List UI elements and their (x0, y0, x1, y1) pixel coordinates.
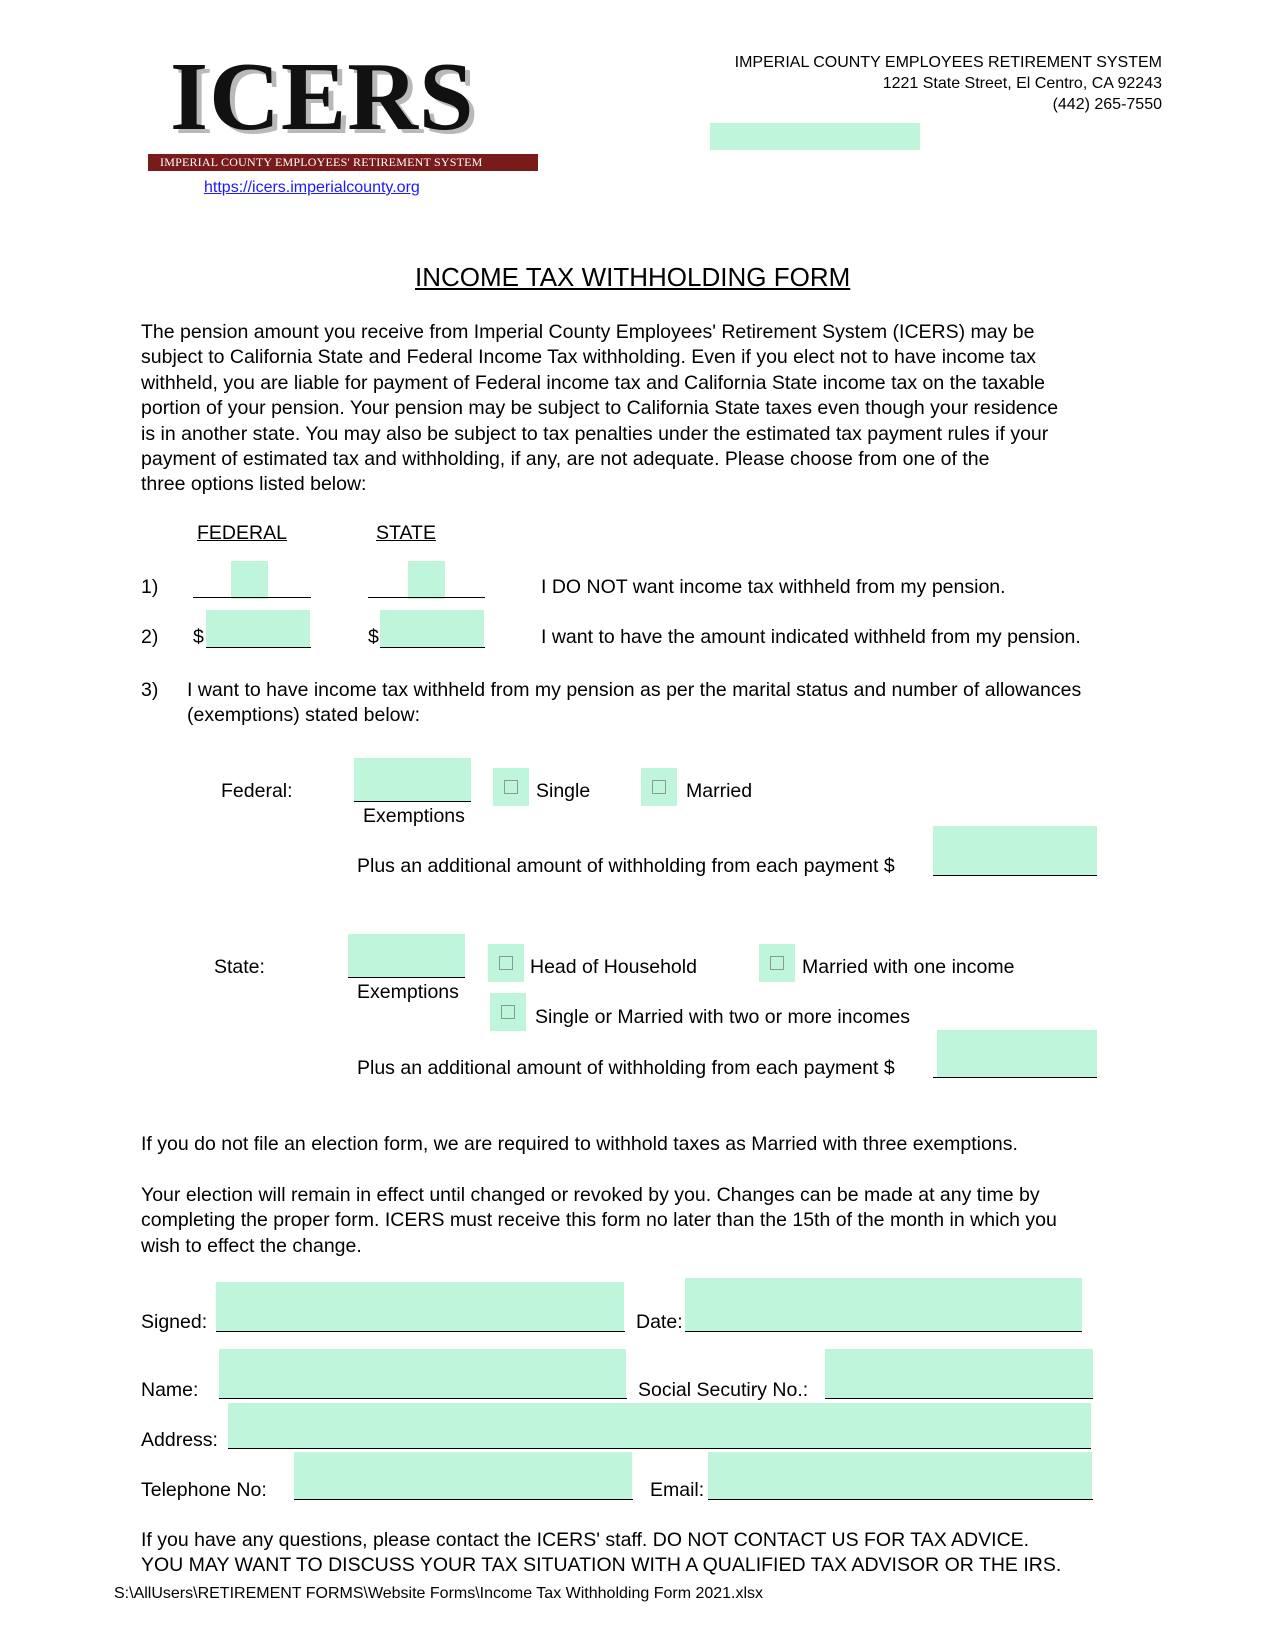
date-line (685, 1331, 1082, 1332)
federal-label: Federal: (221, 780, 293, 802)
page-title: INCOME TAX WITHHOLDING FORM (415, 262, 851, 292)
option-2-state-amount[interactable] (380, 610, 484, 648)
signature-input[interactable] (216, 1282, 624, 1332)
federal-exemptions-label: Exemptions (363, 805, 465, 827)
federal-additional-input[interactable] (933, 826, 1097, 876)
signature-line (216, 1331, 625, 1332)
federal-column-header: FEDERAL (197, 522, 287, 544)
federal-single-checkbox[interactable] (493, 768, 529, 806)
option-2-federal-dollar: $ (193, 626, 204, 648)
address-line (228, 1448, 1091, 1449)
email-line (708, 1499, 1093, 1500)
option-3-number: 3) (141, 679, 159, 701)
election-effect-notice: Your election will remain in effect until changed or revoked by you. Changes can be made at any time by completing the proper form. ICERS must receive this form no later than the 15th of the month in which you wish to effect the change. (141, 1184, 1057, 1257)
state-single-two-checkbox[interactable] (490, 993, 526, 1031)
org-phone: (442) 265-7550 (1052, 96, 1162, 113)
federal-exemptions-input[interactable] (354, 758, 471, 802)
email-input[interactable] (708, 1452, 1092, 1500)
state-column-header: STATE (376, 522, 436, 544)
option-2-text: I want to have the amount indicated withheld from my pension. (541, 626, 1081, 648)
state-hoh-label: Head of Household (530, 956, 697, 978)
ssn-input[interactable] (825, 1349, 1093, 1399)
option-1-federal-check[interactable] (231, 561, 268, 599)
option-2-federal-line (206, 647, 311, 648)
logo-banner (148, 154, 538, 171)
contact-notice: If you have any questions, please contact the ICERS' staff. DO NOT CONTACT US FOR TAX ADVICE. YOU MAY WANT TO DISCUSS YOUR TAX SITUATION WITH A QUALIFIED TAX ADVISOR OR THE IRS. (141, 1529, 1062, 1577)
email-label: Email: (650, 1479, 705, 1501)
state-additional-label: Plus an additional amount of withholding from each payment $ (357, 1057, 895, 1079)
federal-single-label: Single (536, 780, 591, 802)
telephone-line (294, 1499, 633, 1500)
logo-banner-text: IMPERIAL COUNTY EMPLOYEES' RETIREMENT SYSTEM (160, 155, 483, 169)
state-label: State: (214, 956, 265, 978)
ssn-line (825, 1398, 1093, 1399)
federal-additional-line (933, 875, 1097, 876)
option-1-state-check[interactable] (408, 561, 445, 599)
state-exemptions-line (348, 977, 465, 978)
option-2-federal-amount[interactable] (206, 610, 310, 648)
date-label: Date: (636, 1311, 683, 1333)
federal-married-checkbox[interactable] (641, 768, 677, 806)
state-exemptions-label: Exemptions (357, 981, 459, 1003)
option-1-number: 1) (141, 576, 159, 598)
name-input[interactable] (219, 1349, 626, 1399)
federal-additional-label: Plus an additional amount of withholding from each payment $ (357, 855, 895, 877)
federal-exemptions-line (354, 801, 471, 802)
state-single-two-label: Single or Married with two or more incomes (535, 1006, 910, 1028)
header-field[interactable] (710, 123, 920, 150)
telephone-input[interactable] (294, 1452, 632, 1500)
option-3-text: I want to have income tax withheld from my pension as per the marital status and number of allowances (exemptions) stated below: (187, 679, 1082, 727)
option-1-state-line (368, 597, 485, 598)
address-input[interactable] (228, 1403, 1091, 1449)
option-2-state-dollar: $ (368, 626, 379, 648)
org-name: IMPERIAL COUNTY EMPLOYEES RETIREMENT SYSTEM (734, 54, 1162, 71)
address-label: Address: (141, 1429, 218, 1451)
signed-label: Signed: (141, 1311, 208, 1333)
state-additional-line (933, 1077, 1097, 1078)
telephone-label: Telephone No: (141, 1479, 267, 1501)
option-1-federal-line (193, 597, 311, 598)
org-address: 1221 State Street, El Centro, CA 92243 (882, 75, 1162, 92)
logo-wordmark: ICERS (170, 43, 475, 151)
website-link[interactable]: https://icers.imperialcounty.org (204, 179, 420, 196)
ssn-label: Social Secutiry No.: (638, 1379, 809, 1401)
intro-paragraph: The pension amount you receive from Imperial County Employees' Retirement System (ICERS) may be subject to California State and Federal Income Tax withholding. Even if you elect not to have income tax withheld, you are liable for payment of Federal income tax and California State income tax on the taxable portion of your pension. Your pension may be subject to California State taxes even though your residence is in another state. You may also be subject to tax penalties under the estimated tax payment rules if your payment of estimated tax and withholding, if any, are not adequate. Please choose from one of the three options listed below: (141, 321, 1059, 496)
state-married-one-label: Married with one income (802, 956, 1015, 978)
federal-married-label: Married (686, 780, 753, 802)
file-path: S:\AllUsers\RETIREMENT FORMS\Website Forms\Income Tax Withholding Form 2021.xlsx (114, 1585, 764, 1602)
option-1-text: I DO NOT want income tax withheld from my pension. (541, 576, 1006, 598)
state-married-one-checkbox[interactable] (759, 944, 795, 982)
state-additional-input[interactable] (937, 1030, 1097, 1078)
name-label: Name: (141, 1379, 199, 1401)
state-exemptions-input[interactable] (348, 934, 465, 978)
default-election-notice: If you do not file an election form, we are required to withhold taxes as Married with three exemptions. (141, 1133, 1018, 1155)
name-line (219, 1398, 627, 1399)
option-2-number: 2) (141, 626, 159, 648)
option-2-state-line (380, 647, 485, 648)
date-input[interactable] (685, 1278, 1082, 1332)
state-hoh-checkbox[interactable] (488, 944, 524, 982)
